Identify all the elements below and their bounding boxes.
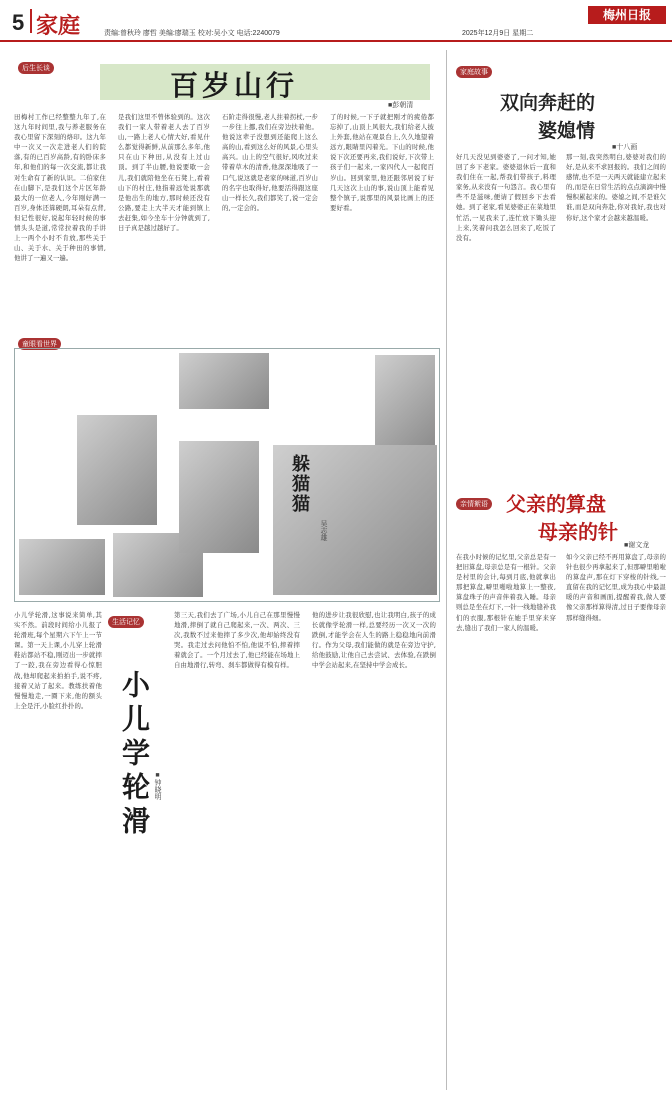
child-photo	[77, 415, 157, 525]
child-photo	[19, 539, 105, 595]
page-header	[0, 0, 672, 40]
header-divider	[30, 9, 32, 33]
article-author: ■彭朝清	[388, 102, 414, 109]
article-title-line-2: 婆媳情	[538, 120, 596, 142]
photo-title: 躲猫猫	[289, 454, 310, 514]
article-author: ■十八画	[612, 144, 638, 151]
article-title-line-1: 父亲的算盘	[506, 492, 606, 516]
child-photo	[179, 353, 269, 409]
article-column-2: 那一刻,我突然明白,婆婆对我们的好,是从来不求回报的。我们之间的感情,也不是一天两天就能建立起来的,而是在日常生活的点点滴滴中慢慢积累起来的。婆媳之间,不是谁欠谁,而是双向奔赴,你对我好,我也对你好,这个家才会越来越温暖。	[566, 153, 666, 222]
newspaper-logo: 梅州日报	[588, 6, 666, 24]
header-rule	[0, 40, 672, 42]
article-column-1: 田梅村工作已经整整九年了,在这九年时间里,我与养老服务在我心里留下深刻的烙印。这九年中一次又一次走进老人们的院落,有的已百岁高龄,有的卧床多年,和他们的每一次交流,都让我对生命有了新的认识。二伯家住在山脚下,是我们这个片区年龄最大的一位老人,今年刚好满一百岁,身体还算硬朗,耳朵有点背,但记性很好,说起年轻时候的事情头头是道,常常拉着我的手讲上一两个小时不肯放,那些关于山、关于水、关于种田的事情,他讲了一遍又一遍。	[14, 113, 106, 263]
column-divider	[446, 50, 447, 1090]
photo-collage	[14, 348, 440, 602]
column-tag: 童眼看世界	[18, 338, 61, 350]
article-title-line-2: 母亲的针	[538, 520, 618, 544]
article-column-2: 是我们这里不曾体验到的。这次我们一家人带着老人去了百岁山,一路上老人心情大好,看见什么都觉得新鲜,从前那么多年,他只在山下种田,从没有上过山顶。到了半山腰,他说要歇一会儿,我们就陪他坐在石凳上,看着山下的村庄,他指着远处说那就是他出生的地方,那时候还没有公路,要走上大半天才能到镇上去赶集,如今坐车十分钟就到了,日子真是越过越好了。	[118, 113, 210, 233]
article-title: 小儿学轮滑	[118, 670, 151, 840]
issue-date: 2025年12月9日 星期二	[462, 30, 534, 37]
article-column-2: 第三天,我们去了广场,小儿自己在那里慢慢地滑,摔倒了就自己爬起来,一次、两次、三次,我数不过来他摔了多少次,他却始终没有哭。我走过去问他怕不怕,他说不怕,摔着摔着就会了。一个月过去了,他已经能在场地上自由地滑行,转弯、刹车都做得有模有样。	[174, 611, 300, 670]
article-column-2: 如今父亲已经不再用算盘了,母亲的针也很少再拿起来了,但那噼里啪啦的算盘声,那在灯下穿梭的针线,一直留在我的记忆里,成为我心中最温暖的声音和画面,提醒着我,做人要像父亲那样算得清,过日子要像母亲那样缝得细。	[566, 553, 666, 622]
article-author: ■谢文龙	[624, 542, 650, 549]
photo-author: 吴志雄	[320, 520, 327, 541]
article-column-4: 了的时候,一下子就把刚才的疲倦都忘掉了,山顶上风很大,我们给老人披上外套,他站在观景台上,久久地望着远方,眼睛里闪着光。下山的时候,他说下次还要再来,我们说好,下次带上孩子们一起来,一家四代人一起爬百岁山。回到家里,他还跟邻居说了好几天这次上山的事,说山顶上能看见整个镇子,说那里的风景比画上的还要好看。	[330, 113, 434, 212]
article-column-3: 他的进步让我很欣慰,也让我明白,孩子的成长就像学轮滑一样,总要经历一次又一次的跌倒,才能学会在人生的路上稳稳地向前滑行。作为父母,我们能做的就是在旁边守护,给他鼓励,让他自己去尝试、去体验,在跌倒中学会站起来,在坚持中学会成长。	[312, 611, 436, 670]
section-title: 家庭	[36, 13, 81, 38]
editor-credits: 责编:曾秋玲 廖哲 美编:廖瑞玉 校对:吴小文 电话:2240079	[104, 30, 280, 37]
article-column-1: 好几天没见到婆婆了,一问才知,她回了乡下老家。婆婆退休后一直和我们住在一起,帮我们带孩子,料理家务,从来没有一句怨言。我心里有些不是滋味,便请了假回乡下去看她。到了老家,看见婆婆正在菜地里忙活,一见我来了,连忙放下锄头迎上来,笑着问我怎么回来了,吃饭了没有。	[456, 153, 556, 242]
column-tag: 后生长谈	[18, 62, 54, 74]
column-tag: 亲情絮语	[456, 498, 492, 510]
article-author: ■钟晓明	[154, 772, 161, 800]
article-title-line-1: 双向奔赶的	[500, 92, 596, 114]
article-title: 百岁山行	[170, 69, 299, 102]
page-number: 5	[12, 10, 25, 35]
column-tag: 家庭故事	[456, 66, 492, 78]
child-photo	[179, 441, 259, 553]
article-column-1: 小儿学轮滑,这事说来简单,其实不然。前段时间给小儿报了轮滑班,每个星期六下午上一节课。第一天上课,小儿穿上轮滑鞋站都站不稳,刚迈出一步就摔了一跤,我在旁边看得心惊胆战,他却爬起来拍拍手,说不疼,接着又站了起来。教练扶着他慢慢地走,一圈下来,他的额头上全是汗,小脸红扑扑的。	[14, 611, 102, 710]
article-column-3: 石阶走得很慢,老人拄着拐杖,一步一步往上挪,我们在旁边扶着他。他说这辈子没想到还能爬上这么高的山,看到这么好的风景,心里头高兴。山上的空气很好,风吹过来带着草木的清香,他深深地吸了一口气,说这就是老家的味道,百岁山的名字也取得好,他要活得跟这座山一样长久,我们都笑了,说一定会的,一定会的。	[222, 113, 318, 212]
column-tag: 生活记忆	[108, 616, 144, 628]
article-column-1: 在我小时候的记忆里,父亲总是有一把旧算盘,母亲总是有一根针。父亲是村里的会计,每到月底,他就拿出那把算盘,噼里啪啦地算上一整夜,算盘珠子的声音伴着我入睡。母亲则总是坐在灯下,一针一线地缝补我们的衣服,那根针在她手里穿来穿去,缝出了我们一家人的温暖。	[456, 553, 556, 632]
child-photo	[375, 355, 435, 451]
